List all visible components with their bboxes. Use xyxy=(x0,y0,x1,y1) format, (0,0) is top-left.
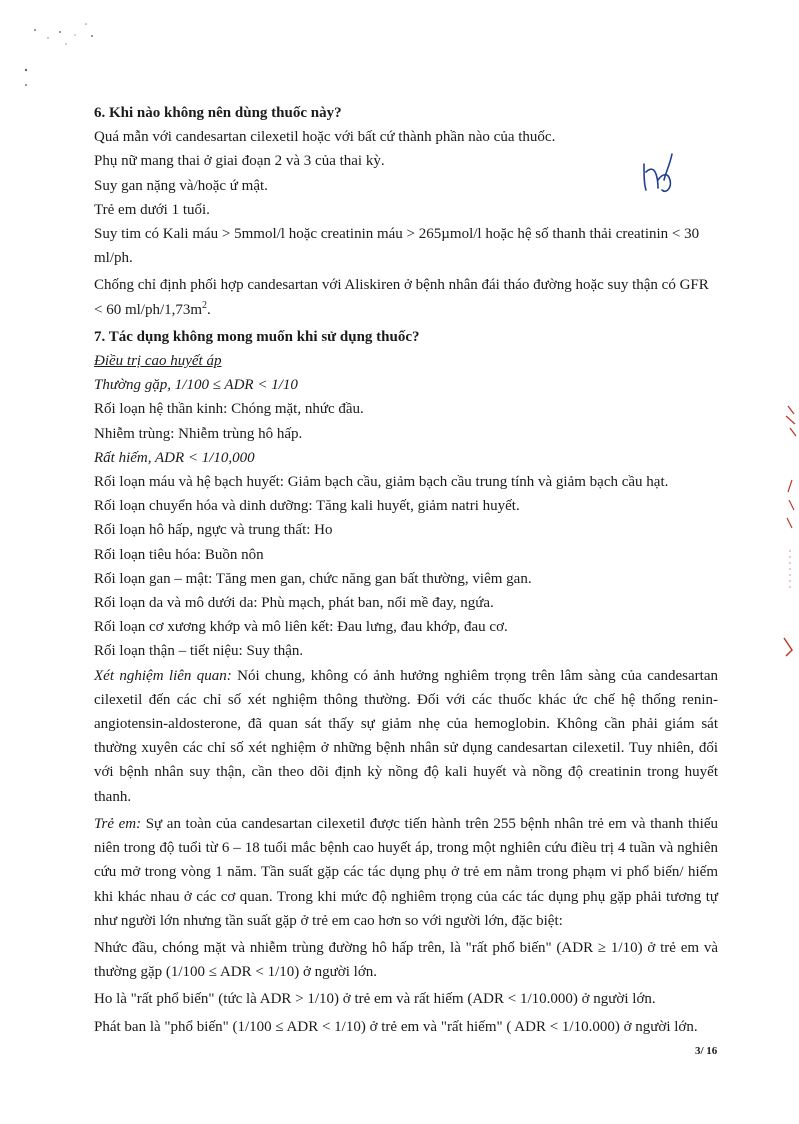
children-paragraph xyxy=(94,812,718,933)
contraindication-line: Phụ nữ mang thai ở giai đoạn 2 và 3 của thai kỳ. xyxy=(94,153,385,170)
adverse-effect-line: Rối loạn hô hấp, ngực và trung thất: Ho xyxy=(94,522,333,539)
adverse-effect-line: Rối loạn cơ xương khớp và mô liên kết: Đau lưng, đau khớp, đau cơ. xyxy=(94,619,508,636)
contraindication-line: Quá mẫn với candesartan cilexetil hoặc với bất cứ thành phần nào của thuốc. xyxy=(94,129,556,146)
contraindication-line: Trẻ em dưới 1 tuổi. xyxy=(94,201,210,218)
rare-frequency-label: Rất hiếm, ADR < 1/10,000 xyxy=(94,449,255,466)
children-effect-line: Nhức đầu, chóng mặt và nhiễm trùng đường hô hấp trên, là "rất phổ biến" (ADR ≥ 1/10) ở trẻ em và thường gặp (1/100 ≤ ADR < 1/10) ở người lớn. xyxy=(94,939,718,981)
section-7-heading: 7. Tác dụng không mong muốn khi sử dụng thuốc? xyxy=(94,328,420,345)
section-6-heading: 6. Khi nào không nên dùng thuốc này? xyxy=(94,105,342,121)
aliskiren-line xyxy=(94,273,718,321)
document-body xyxy=(94,101,718,1039)
adverse-effect-line: Rối loạn thận – tiết niệu: Suy thận. xyxy=(94,643,304,660)
aliskiren-text: Chống chỉ định phối hợp candesartan với Aliskiren ở bệnh nhân đái tháo đường hoặc suy thận có GFR < 60 ml/ph/1,73m xyxy=(94,277,709,318)
lab-tests-text: Nói chung, không có ảnh hưởng nghiêm trọng trên lâm sàng của candesartan cilexetil đến các chỉ số xét nghiệm thông thường. Đối với các thuốc khác ức chế hệ thống renin-angiotensin-aldosterone, đã quan sát thấy sự giảm nhẹ của hemoglobin. Không cần phải giám sát thường xuyên các chỉ số xét nghiệm ở những bệnh nhân sử dụng candesartan cilexetil. Tuy nhiên, đối với bệnh nhân suy thận, cần theo dõi định kỳ nồng độ kali huyết và nồng độ creatinin trong huyết thanh. xyxy=(94,667,718,805)
adverse-effect-line: Rối loạn da và mô dưới da: Phù mạch, phát ban, nổi mề đay, ngứa. xyxy=(94,595,494,612)
children-label: Trẻ em: xyxy=(94,815,142,832)
aliskiren-superscript: 2 xyxy=(202,299,208,311)
children-text: Sự an toàn của candesartan cilexetil được tiến hành trên 255 bệnh nhân trẻ em và thanh thiếu niên trong độ tuổi từ 6 – 18 tuổi mắc bệnh cao huyết áp, trong một nghiên cứu điều trị 4 tuần và nghiên cứu mở trong vòng 1 năm. Tần suất gặp các tác dụng phụ ở trẻ em nằm trong phạm vi phổ biến/ hiếm khi khác nhau ở các cơ quan. Trong khi mức độ nghiêm trọng của các tác dụng phụ gặp phải tương tự như người lớn nhưng tần suất gặp ở trẻ em cao hơn so với người lớn, đặc biệt: xyxy=(94,815,719,929)
children-effect-line: Ho là "rất phổ biến" (tức là ADR > 1/10) ở trẻ em và rất hiếm (ADR < 1/10.000) ở người lớn. xyxy=(94,991,656,1008)
contraindication-line: Suy gan nặng và/hoặc ứ mật. xyxy=(94,177,268,194)
common-frequency-label: Thường gặp, 1/100 ≤ ADR < 1/10 xyxy=(94,377,298,394)
aliskiren-end: . xyxy=(207,301,211,318)
lab-tests-label: Xét nghiệm liên quan: xyxy=(94,667,232,684)
scan-specks xyxy=(20,10,110,90)
adverse-effect-line: Rối loạn gan – mật: Tăng men gan, chức năng gan bất thường, viêm gan. xyxy=(94,570,532,587)
adverse-effect-line: Nhiễm trùng: Nhiễm trùng hô hấp. xyxy=(94,425,303,442)
children-effect-line: Phát ban là "phổ biến" (1/100 ≤ ADR < 1/10) ở trẻ em và "rất hiếm" ( ADR < 1/10.000) ở người lớn. xyxy=(94,1018,698,1035)
page-number: 3/ 16 xyxy=(695,1045,718,1057)
adverse-effect-line: Rối loạn máu và hệ bạch huyết: Giảm bạch cầu, giảm bạch cầu trung tính và giảm bạch cầu hạt. xyxy=(94,474,669,491)
adverse-effect-line: Rối loạn hệ thần kinh: Chóng mặt, nhức đầu. xyxy=(94,401,364,418)
lab-tests-paragraph xyxy=(94,664,718,809)
stamp-edge-marks xyxy=(780,400,799,670)
hypertension-subheading: Điều trị cao huyết áp xyxy=(94,353,222,370)
contraindication-line: Suy tim có Kali máu > 5mmol/l hoặc creatinin máu > 265µmol/l hoặc hệ số thanh thải creatinin < 30 ml/ph. xyxy=(94,226,700,267)
adverse-effect-line: Rối loạn tiêu hóa: Buồn nôn xyxy=(94,546,264,563)
adverse-effect-line: Rối loạn chuyển hóa và dinh dưỡng: Tăng kali huyết, giảm natri huyết. xyxy=(94,498,520,515)
